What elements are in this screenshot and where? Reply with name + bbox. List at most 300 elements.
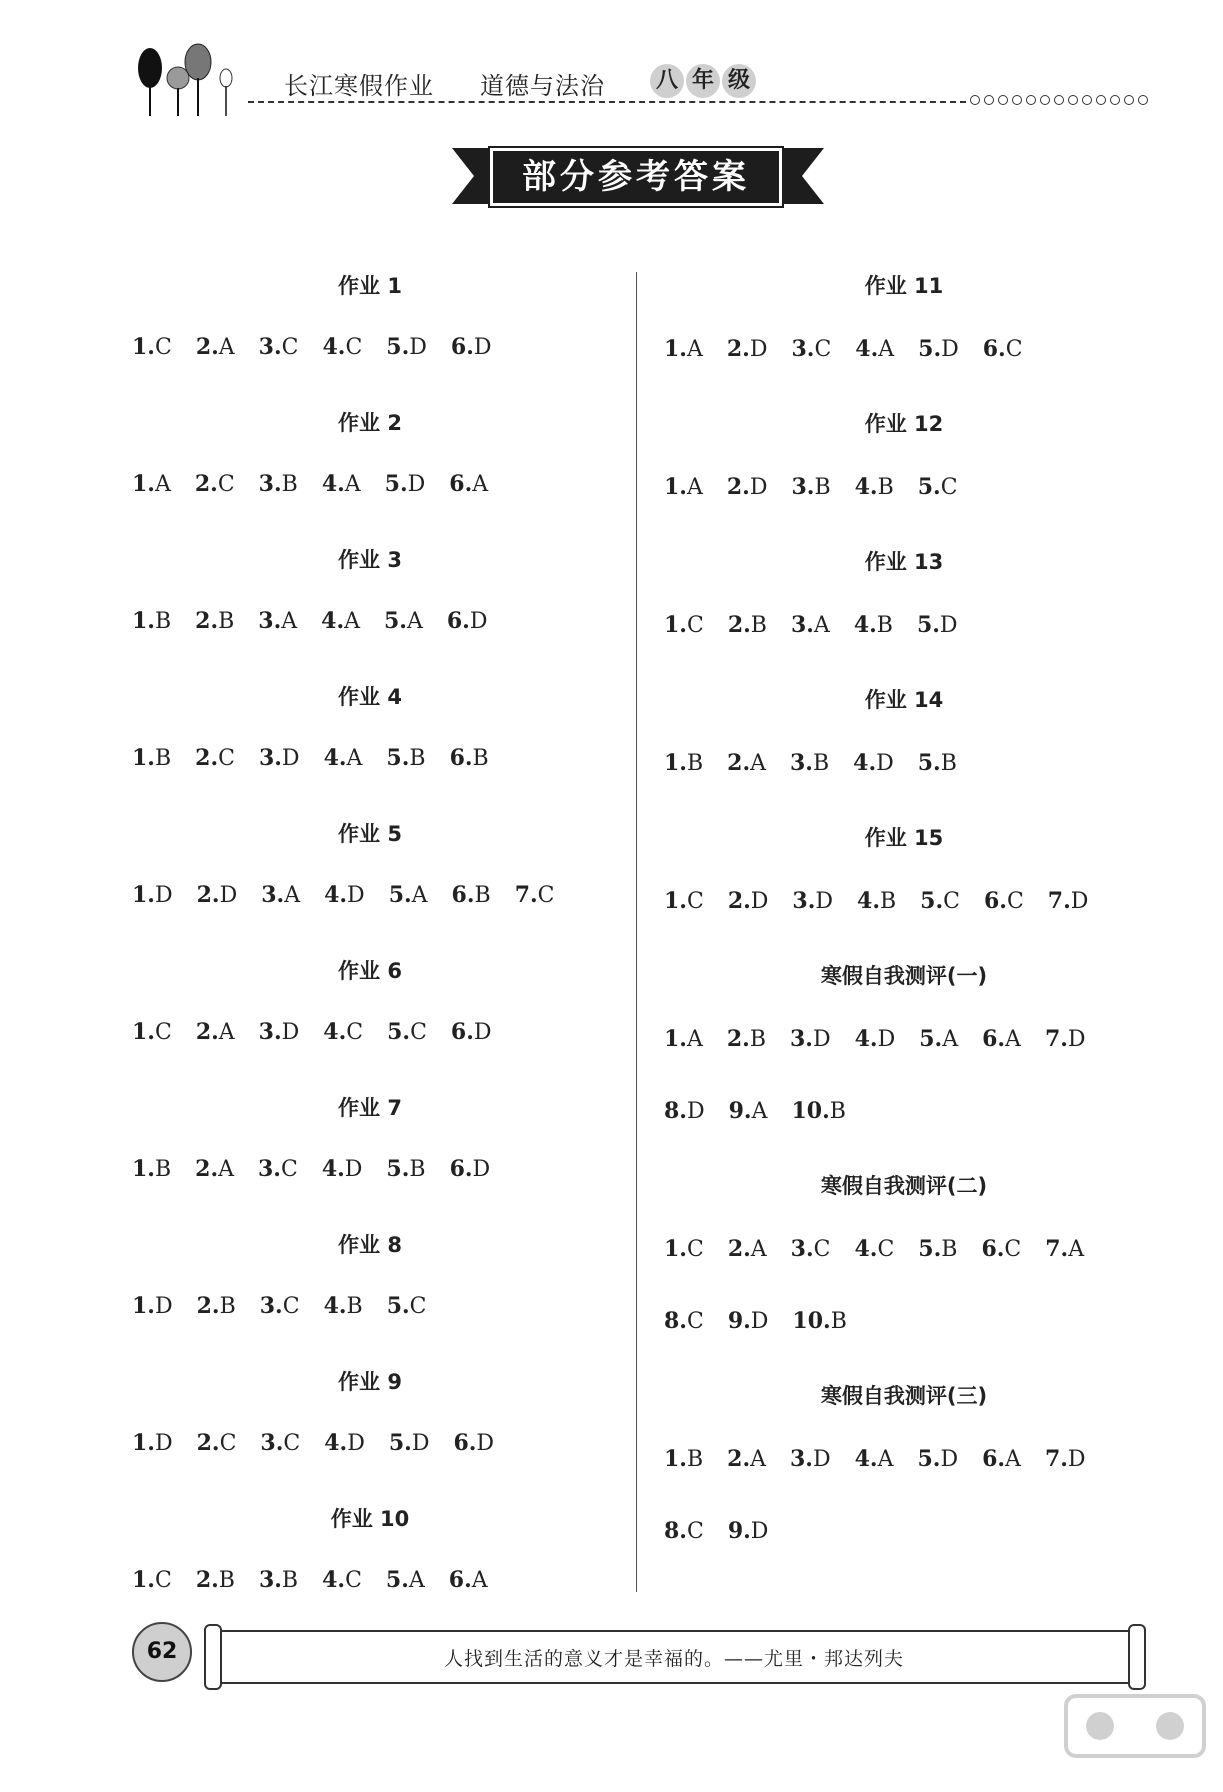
- answer-option: B: [218, 609, 235, 634]
- question-number: 1.: [132, 882, 155, 908]
- answer-option: A: [218, 1157, 234, 1182]
- section-heading: 寒假自我测评(三): [820, 1384, 988, 1408]
- answer-option: A: [878, 337, 895, 362]
- answer-option: C: [814, 337, 832, 362]
- section-heading: 作业 7: [338, 1096, 402, 1120]
- answer-option: A: [877, 1447, 894, 1472]
- answer-item: [132, 1293, 173, 1319]
- answer-line: [664, 474, 982, 500]
- section-heading: 作业 5: [338, 822, 402, 846]
- answer-option: D: [812, 1027, 831, 1052]
- section-heading: 作业 10: [330, 1507, 410, 1531]
- answer-option: B: [154, 609, 172, 634]
- question-number: 3.: [259, 1293, 283, 1319]
- question-number: 4.: [324, 1430, 348, 1456]
- question-number: 1.: [132, 1430, 155, 1456]
- question-number: 4.: [321, 1156, 345, 1182]
- answer-item: [664, 1446, 703, 1472]
- question-number: 5.: [916, 612, 940, 638]
- answer-option: B: [686, 1447, 704, 1472]
- answer-option: A: [1005, 1027, 1021, 1052]
- answer-option: A: [346, 746, 363, 771]
- question-number: 2.: [195, 1019, 219, 1045]
- answer-item: [855, 336, 894, 362]
- question-number: 1.: [132, 1156, 155, 1182]
- question-number: 4.: [323, 1293, 347, 1319]
- answer-option: A: [218, 1020, 235, 1045]
- answer-option: A: [218, 335, 235, 360]
- question-number: 5.: [918, 336, 942, 362]
- answer-option: B: [346, 1294, 363, 1319]
- answer-option: C: [686, 889, 704, 914]
- answer-option: D: [749, 337, 768, 362]
- answer-option: B: [814, 475, 831, 500]
- answer-option: C: [409, 1294, 427, 1319]
- answer-option: C: [218, 746, 235, 771]
- question-number: 2.: [726, 474, 750, 500]
- question-number: 5.: [917, 474, 941, 500]
- question-number: 5.: [388, 882, 412, 908]
- question-number: 9.: [727, 1308, 751, 1334]
- answer-item: [322, 1156, 363, 1182]
- question-number: 4.: [854, 1446, 878, 1472]
- question-number: 6.: [982, 1026, 1006, 1052]
- answer-item: [322, 1567, 362, 1593]
- answer-item: [791, 1236, 831, 1262]
- answer-item: [664, 1098, 705, 1124]
- section-heading: 寒假自我测评(二): [820, 1174, 988, 1198]
- answer-option: B: [877, 475, 894, 500]
- question-number: 6.: [982, 1446, 1006, 1472]
- answer-option: C: [281, 335, 299, 360]
- question-number: 2.: [727, 1236, 751, 1262]
- answer-item: [791, 474, 830, 500]
- question-number: 8.: [664, 1518, 687, 1544]
- question-number: 1.: [664, 1026, 687, 1052]
- answer-item: [449, 1567, 488, 1593]
- question-number: 5.: [918, 1236, 942, 1262]
- answer-item: [853, 750, 894, 776]
- answer-line: [132, 1293, 451, 1319]
- answer-option: D: [469, 609, 488, 634]
- answer-option: C: [283, 1431, 301, 1456]
- answer-option: D: [347, 1431, 365, 1456]
- question-number: 7.: [1044, 1026, 1068, 1052]
- answer-item: [664, 612, 704, 638]
- answer-option: A: [1068, 1237, 1085, 1262]
- question-number: 7.: [514, 882, 538, 908]
- answer-item: [260, 1430, 300, 1456]
- answer-item: [982, 1446, 1021, 1472]
- answer-line: [132, 882, 579, 908]
- answer-option: D: [749, 475, 768, 500]
- answer-item: [450, 745, 489, 771]
- question-number: 1.: [664, 612, 687, 638]
- answer-item: [195, 745, 235, 771]
- question-number: 2.: [726, 336, 750, 362]
- answer-item: [132, 1019, 172, 1045]
- answer-item: [791, 1098, 845, 1124]
- question-number: 6.: [448, 1567, 472, 1593]
- question-number: 4.: [321, 471, 345, 497]
- answer-item: [132, 1156, 171, 1182]
- question-number: 4.: [853, 612, 877, 638]
- question-number: 2.: [195, 745, 219, 771]
- question-number: 4.: [855, 336, 879, 362]
- answer-item: [259, 745, 300, 771]
- answer-line: [132, 471, 512, 497]
- answer-item: [451, 334, 492, 360]
- answer-option: B: [941, 1237, 958, 1262]
- answer-item: [983, 336, 1023, 362]
- answer-option: C: [217, 472, 235, 497]
- answer-item: [918, 1236, 957, 1262]
- answer-option: D: [473, 1020, 492, 1045]
- answer-option: D: [472, 1157, 491, 1182]
- answer-item: [132, 608, 171, 634]
- question-number: 3.: [792, 888, 816, 914]
- answer-option: D: [219, 883, 238, 908]
- answer-item: [664, 336, 703, 362]
- answer-item: [196, 1567, 235, 1593]
- question-number: 1.: [132, 608, 155, 634]
- question-number: 4.: [323, 1019, 347, 1045]
- grade-badge: [650, 64, 756, 98]
- answer-item: [387, 1019, 427, 1045]
- answer-option: B: [830, 1309, 847, 1334]
- question-number: 4.: [854, 1026, 878, 1052]
- answer-option: A: [686, 475, 703, 500]
- answer-item: [727, 474, 768, 500]
- answer-option: D: [686, 1099, 705, 1124]
- answer-item: [854, 612, 893, 638]
- question-number: 1.: [132, 745, 155, 771]
- question-number: 2.: [195, 334, 219, 360]
- answer-item: [918, 750, 957, 776]
- question-number: 2.: [727, 1446, 751, 1472]
- header-dots: [970, 95, 1148, 105]
- answer-item: [790, 1446, 831, 1472]
- question-number: 1.: [664, 888, 687, 914]
- answer-line: [664, 750, 981, 776]
- answer-line: [664, 1236, 1108, 1262]
- question-number: 2.: [196, 882, 220, 908]
- answer-item: [857, 888, 896, 914]
- answer-option: A: [942, 1027, 959, 1052]
- grade-char: 年: [686, 64, 720, 98]
- question-number: 6.: [453, 1430, 477, 1456]
- question-number: 6.: [982, 336, 1006, 362]
- answer-option: A: [472, 472, 489, 497]
- answer-item: [452, 882, 491, 908]
- answer-option: D: [411, 1431, 430, 1456]
- section-heading: 作业 12: [864, 412, 944, 436]
- answer-line: [664, 1308, 871, 1334]
- answer-item: [195, 471, 235, 497]
- question-number: 3.: [790, 750, 813, 776]
- answer-item: [132, 471, 171, 497]
- answer-item: [132, 745, 171, 771]
- answer-option: D: [1067, 1447, 1086, 1472]
- answer-item: [919, 1026, 958, 1052]
- answer-option: D: [815, 889, 834, 914]
- question-number: 2.: [196, 1430, 220, 1456]
- section-heading: 作业 14: [864, 688, 944, 712]
- answer-line: [664, 888, 1112, 914]
- question-number: 4.: [857, 888, 880, 914]
- question-number: 3.: [258, 471, 282, 497]
- answer-option: C: [686, 1237, 704, 1262]
- answer-item: [321, 608, 360, 634]
- question-number: 5.: [386, 1156, 410, 1182]
- answer-option: B: [474, 883, 491, 908]
- question-number: 6.: [449, 745, 473, 771]
- answer-item: [259, 1019, 300, 1045]
- answer-item: [196, 334, 235, 360]
- answer-item: [389, 1430, 430, 1456]
- answer-option: C: [410, 1020, 427, 1045]
- answer-option: A: [344, 472, 361, 497]
- answer-item: [258, 608, 297, 634]
- answer-option: D: [347, 883, 365, 908]
- question-number: 3.: [790, 1026, 813, 1052]
- answer-option: B: [281, 1568, 299, 1593]
- answer-option: B: [218, 1568, 235, 1593]
- answer-item: [918, 336, 959, 362]
- answer-option: D: [1070, 889, 1089, 914]
- answer-option: A: [344, 609, 360, 634]
- question-number: 1.: [132, 1293, 155, 1319]
- answer-item: [195, 1156, 234, 1182]
- answer-option: B: [880, 889, 897, 914]
- answer-option: D: [750, 1519, 769, 1544]
- answer-item: [132, 1567, 172, 1593]
- answer-item: [728, 1308, 769, 1334]
- answer-item: [447, 608, 488, 634]
- section-heading: 作业 2: [338, 411, 402, 435]
- question-number: 9.: [728, 1098, 752, 1124]
- question-number: 5.: [386, 334, 410, 360]
- question-number: 2.: [195, 1567, 219, 1593]
- answer-option: B: [749, 1027, 766, 1052]
- question-number: 6.: [981, 1236, 1005, 1262]
- answer-item: [453, 1430, 494, 1456]
- answer-item: [451, 1019, 492, 1045]
- question-number: 8.: [664, 1308, 687, 1334]
- answer-option: A: [411, 883, 428, 908]
- answer-option: A: [281, 609, 298, 634]
- question-number: 2.: [196, 1293, 220, 1319]
- answer-item: [729, 1098, 768, 1124]
- answer-option: C: [282, 1294, 300, 1319]
- question-number: 3.: [790, 1236, 814, 1262]
- answer-item: [918, 474, 958, 500]
- answer-item: [324, 1430, 365, 1456]
- answer-option: D: [939, 613, 958, 638]
- question-number: 5.: [388, 1430, 412, 1456]
- answer-item: [664, 1026, 703, 1052]
- answer-option: B: [750, 613, 767, 638]
- answer-item: [260, 1293, 300, 1319]
- answer-item: [1045, 1236, 1084, 1262]
- question-number: 6.: [450, 334, 474, 360]
- answer-option: D: [750, 889, 769, 914]
- answer-item: [132, 882, 173, 908]
- question-number: 3.: [790, 612, 814, 638]
- section-heading: 作业 6: [338, 959, 402, 983]
- question-number: 3.: [791, 474, 815, 500]
- answer-item: [195, 608, 234, 634]
- answer-option: C: [813, 1237, 831, 1262]
- grade-char: 八: [650, 64, 684, 98]
- answer-option: B: [686, 751, 704, 776]
- answer-item: [386, 1567, 425, 1593]
- answer-item: [982, 1026, 1021, 1052]
- question-number: 6.: [449, 1156, 473, 1182]
- answer-item: [515, 882, 555, 908]
- answer-item: [259, 1567, 298, 1593]
- answer-item: [920, 888, 960, 914]
- question-number: 4.: [853, 750, 877, 776]
- question-number: 5.: [385, 1567, 409, 1593]
- answer-option: A: [750, 1237, 767, 1262]
- answer-option: A: [813, 613, 830, 638]
- question-number: 3.: [258, 608, 282, 634]
- answer-item: [664, 888, 704, 914]
- answer-option: C: [537, 883, 555, 908]
- answer-line: [132, 1430, 518, 1456]
- answer-option: A: [1005, 1447, 1021, 1472]
- answer-option: D: [1067, 1027, 1086, 1052]
- question-number: 3.: [790, 1446, 813, 1472]
- section-heading: 作业 13: [864, 550, 944, 574]
- section-heading: 作业 8: [338, 1233, 402, 1257]
- question-number: 5.: [384, 608, 407, 634]
- answer-item: [322, 471, 361, 497]
- question-number: 6.: [446, 608, 470, 634]
- answer-option: D: [812, 1447, 831, 1472]
- answer-item: [727, 336, 768, 362]
- answer-item: [728, 888, 769, 914]
- answer-item: [727, 1446, 766, 1472]
- section-heading: 寒假自我测评(一): [820, 964, 988, 988]
- question-number: 1.: [132, 471, 155, 497]
- answer-option: B: [219, 1294, 236, 1319]
- answer-option: C: [345, 335, 363, 360]
- answer-line: [664, 1518, 792, 1544]
- answer-option: C: [943, 889, 960, 914]
- answer-option: C: [686, 613, 704, 638]
- answer-item: [728, 612, 767, 638]
- answer-option: C: [940, 475, 958, 500]
- question-number: 5.: [387, 1019, 411, 1045]
- question-number: 7.: [1044, 1446, 1068, 1472]
- answer-item: [261, 882, 300, 908]
- answer-option: D: [281, 746, 300, 771]
- answer-option: B: [940, 751, 957, 776]
- question-number: 2.: [726, 1026, 750, 1052]
- answer-line: [132, 334, 516, 360]
- answer-item: [984, 888, 1024, 914]
- answer-item: [132, 1430, 173, 1456]
- answer-option: B: [281, 472, 298, 497]
- answer-item: [322, 334, 362, 360]
- answer-item: [981, 1236, 1021, 1262]
- answer-option: A: [686, 337, 703, 362]
- question-number: 4.: [854, 474, 878, 500]
- question-number: 3.: [258, 1567, 282, 1593]
- answer-option: C: [154, 335, 172, 360]
- answer-item: [258, 1156, 298, 1182]
- answer-option: B: [812, 751, 830, 776]
- subject-title: 道德与法治: [480, 72, 605, 100]
- question-number: 4.: [324, 882, 348, 908]
- question-number: 6.: [449, 471, 473, 497]
- answer-option: A: [751, 1099, 768, 1124]
- answer-item: [855, 474, 894, 500]
- question-number: 5.: [919, 1026, 943, 1052]
- question-number: 4.: [322, 334, 346, 360]
- answer-item: [385, 471, 426, 497]
- answer-option: C: [219, 1431, 237, 1456]
- answer-item: [791, 612, 830, 638]
- question-number: 2.: [727, 612, 751, 638]
- grade-char: 级: [722, 64, 756, 98]
- question-number: 10.: [791, 1098, 830, 1124]
- answer-option: B: [409, 1157, 426, 1182]
- answer-option: A: [686, 1027, 703, 1052]
- question-number: 5.: [384, 471, 408, 497]
- answer-option: C: [1005, 337, 1023, 362]
- answer-item: [386, 334, 427, 360]
- answer-option: A: [408, 1568, 425, 1593]
- answer-item: [792, 888, 833, 914]
- answer-option: D: [941, 337, 959, 362]
- answer-item: [324, 1293, 363, 1319]
- question-number: 6.: [450, 1019, 474, 1045]
- question-number: 2.: [194, 471, 218, 497]
- question-number: 4.: [854, 1236, 878, 1262]
- answer-option: D: [281, 1020, 300, 1045]
- answer-option: A: [284, 883, 301, 908]
- answer-line: [132, 1567, 512, 1593]
- answer-item: [386, 745, 425, 771]
- answer-item: [664, 474, 703, 500]
- answer-item: [387, 1293, 427, 1319]
- answer-option: D: [473, 335, 492, 360]
- answer-option: C: [1004, 1237, 1022, 1262]
- question-number: 3.: [258, 1019, 282, 1045]
- answer-item: [790, 750, 829, 776]
- answer-line: [664, 1446, 1110, 1472]
- question-number: 1.: [664, 336, 687, 362]
- answer-line: [664, 612, 982, 638]
- answer-option: C: [280, 1157, 298, 1182]
- answer-option: D: [409, 335, 427, 360]
- answer-item: [197, 882, 238, 908]
- question-number: 3.: [791, 336, 815, 362]
- question-number: 5.: [917, 750, 941, 776]
- question-number: 4.: [322, 1567, 346, 1593]
- page-number: 62: [132, 1622, 192, 1682]
- header-divider: [248, 101, 966, 103]
- answer-item: [727, 1026, 766, 1052]
- answer-option: B: [154, 746, 172, 771]
- question-number: 2.: [727, 750, 751, 776]
- watermark-logo: [1060, 1690, 1210, 1780]
- answer-item: [855, 1446, 894, 1472]
- answer-option: B: [876, 613, 893, 638]
